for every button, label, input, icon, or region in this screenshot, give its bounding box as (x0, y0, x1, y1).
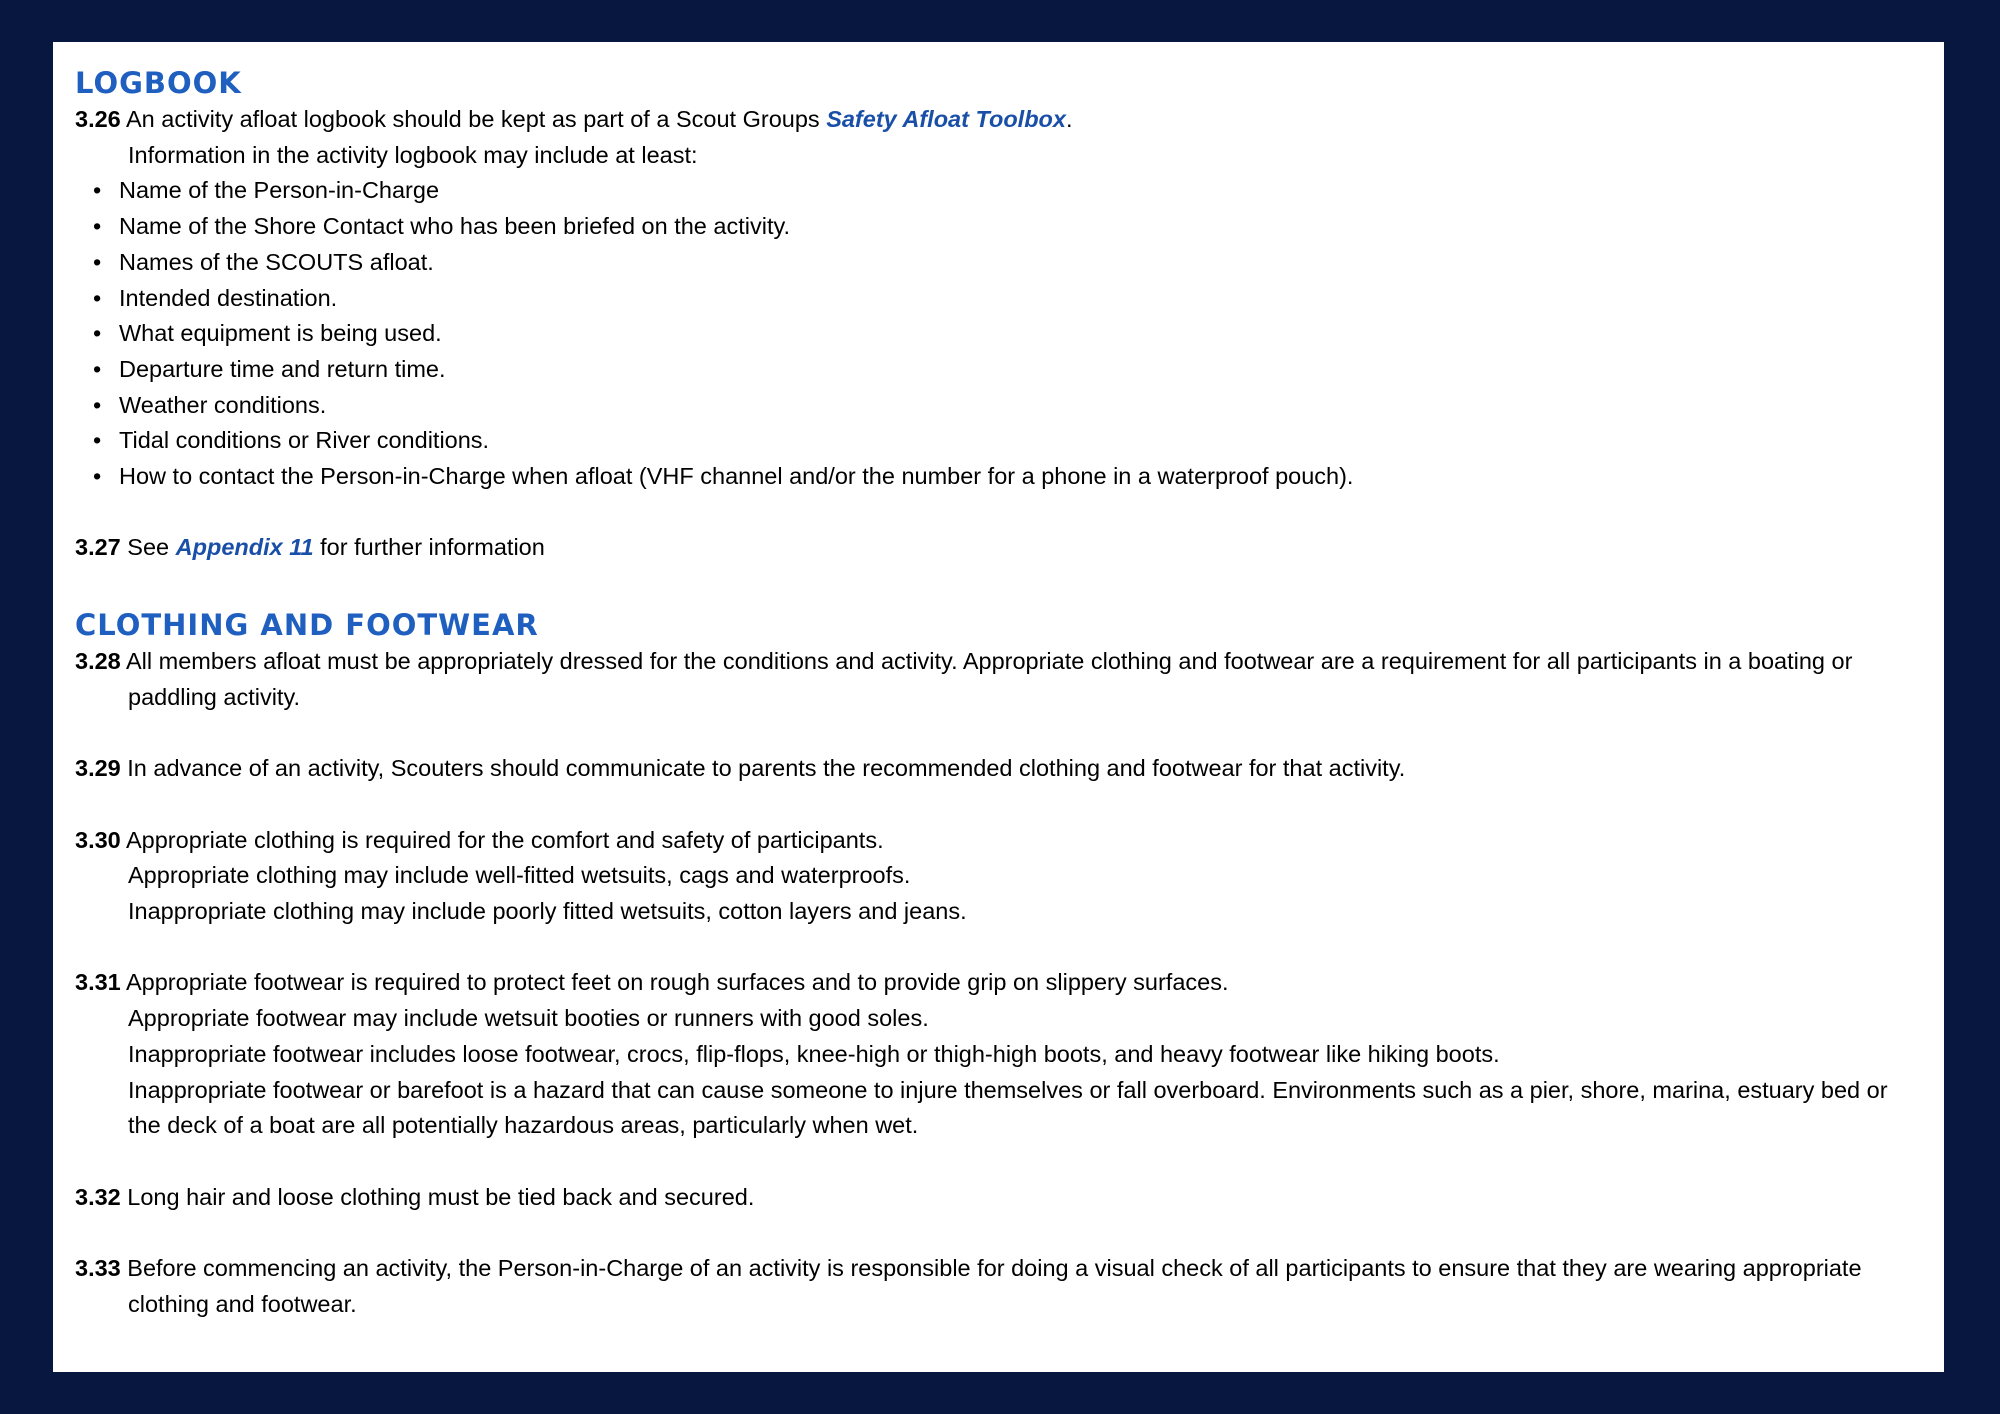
clothing-footwear-heading: CLOTHING AND FOOTWEAR (75, 608, 539, 643)
paragraph-text: An activity afloat logbook should be kept as part of a Scout Groups (125, 106, 820, 132)
list-item: • What equipment is being used. (119, 316, 1922, 352)
paragraph-3-33 (75, 1251, 1922, 1322)
paragraph-number: 3.26 (75, 106, 121, 132)
paragraph-text: Before commencing an activity, the Person-in-Charge of an activity is responsible for doing a visual check of all participants to ensure that they are wearing appropriate clothing and footwear. (127, 1255, 1862, 1317)
paragraph-text: Long hair and loose clothing must be tied back and secured. (127, 1183, 755, 1210)
spacer (75, 930, 1922, 966)
paragraph-number: 3.29 (75, 755, 121, 782)
paragraph-text: Appropriate footwear is required to protect feet on rough surfaces and to provide grip on slippery surfaces. (125, 969, 1229, 996)
paragraph-3-27 (75, 530, 1922, 566)
spacer (75, 1144, 1922, 1180)
paragraph-text: See (127, 534, 170, 561)
appendix-11-link[interactable]: Appendix 11 (175, 534, 314, 561)
paragraph-number: 3.28 (75, 648, 121, 675)
paragraph-text: In advance of an activity, Scouters should communicate to parents the recommended clothing and footwear for that activity. (127, 755, 1406, 782)
list-item: • How to contact the Person-in-Charge when afloat (VHF channel and/or the number for a phone in a waterproof pouch). (119, 459, 1922, 495)
list-item: • Weather conditions. (119, 388, 1922, 424)
paragraph-number: 3.32 (75, 1183, 121, 1210)
paragraph-3-30-line: Inappropriate clothing may include poorly fitted wetsuits, cotton layers and jeans. (128, 898, 967, 925)
logbook-bullet-list (75, 173, 1922, 494)
paragraph-3-31-line: Appropriate footwear may include wetsuit booties or runners with good soles. (128, 1005, 929, 1032)
spacer (75, 716, 1922, 752)
paragraph-number: 3.30 (75, 826, 121, 853)
paragraph-number: 3.27 (75, 534, 121, 561)
paragraph-3-31-line: Inappropriate footwear or barefoot is a hazard that can cause someone to injure themselves or fall overboard. Environments such as a pier, shore, marina, estuary bed or the deck of a boat are all potentially hazardous areas, particularly when wet. (128, 1076, 1888, 1139)
logbook-heading: LOGBOOK (75, 66, 242, 100)
paragraph-number: 3.31 (75, 969, 121, 996)
paragraph-3-26-subline: Information in the activity logbook may include at least: (128, 141, 698, 168)
spacer (75, 1215, 1922, 1251)
paragraph-text-end: for further information (320, 534, 545, 561)
document-page (53, 42, 1944, 1372)
paragraph-text: All members afloat must be appropriately dressed for the conditions and activity. Appropriate clothing and footwear are a requirement for all participants in a boating or paddling activity. (125, 648, 1853, 710)
list-item: • Tidal conditions or River conditions. (119, 423, 1922, 459)
paragraph-3-31-line: Inappropriate footwear includes loose footwear, crocs, flip-flops, knee-high or thigh-high boots, and heavy footwear like hiking boots. (128, 1040, 1500, 1067)
list-item: • Intended destination. (119, 281, 1922, 317)
spacer (75, 787, 1922, 823)
paragraph-text-end: . (1065, 106, 1073, 132)
paragraph-3-31 (75, 965, 1922, 1001)
paragraph-3-30-line: Appropriate clothing may include well-fitted wetsuits, cags and waterproofs. (128, 862, 911, 889)
paragraph-3-29 (75, 751, 1922, 787)
paragraph-3-32 (75, 1180, 1922, 1216)
paragraph-text: Appropriate clothing is required for the comfort and safety of participants. (125, 826, 884, 853)
spacer (75, 495, 1922, 531)
paragraph-3-28 (75, 644, 1922, 715)
list-item: • Name of the Person-in-Charge (119, 173, 1922, 209)
list-item: • Departure time and return time. (119, 352, 1922, 388)
safety-afloat-toolbox-link[interactable]: Safety Afloat Toolbox (826, 106, 1066, 132)
list-item: • Names of the SCOUTS afloat. (119, 245, 1922, 281)
list-item: • Name of the Shore Contact who has been briefed on the activity. (119, 209, 1922, 245)
paragraph-3-26 (75, 102, 1922, 138)
paragraph-3-30 (75, 823, 1922, 859)
spacer (75, 566, 1922, 606)
paragraph-number: 3.33 (75, 1255, 121, 1281)
